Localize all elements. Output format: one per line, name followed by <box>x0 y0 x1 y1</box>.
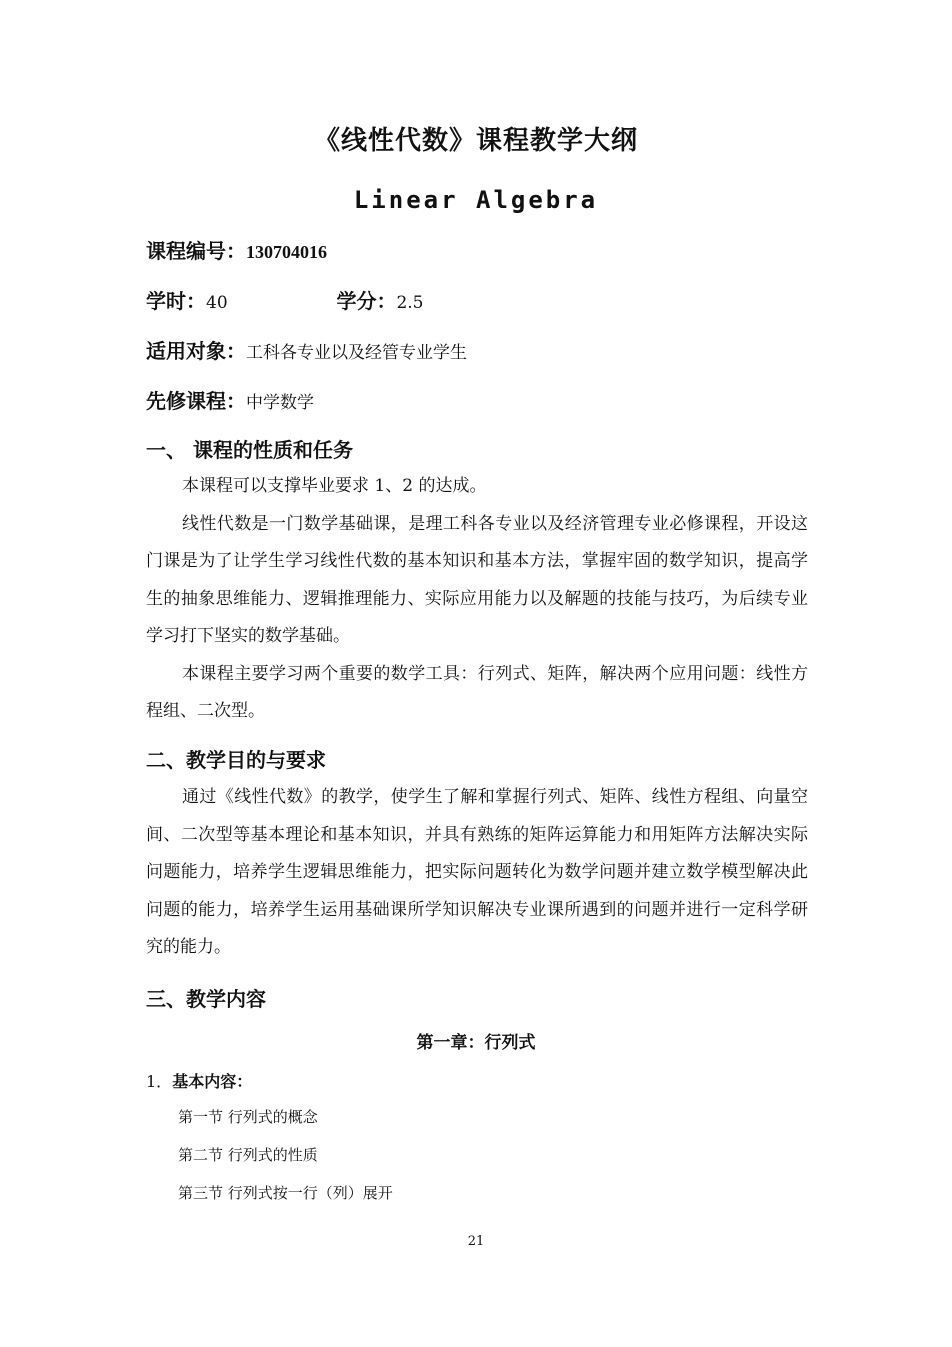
credits-label: 学分： <box>336 289 397 313</box>
audience-label: 适用对象： <box>146 339 246 363</box>
audience-value: 工科各专业以及经管专业学生 <box>246 343 467 363</box>
item-number: 1． <box>146 1072 173 1091</box>
list-item: 第一节 行列式的概念 <box>178 1108 318 1126</box>
list-item: 第三节 行列式按一行（列）展开 <box>178 1184 393 1202</box>
section2-heading: 二、教学目的与要求 <box>146 748 326 772</box>
section2-paragraph: 通过《线性代数》的教学，使学生了解和掌握行列式、矩阵、线性方程组、向量空间、二次型等基本理论和基本知识，并具有熟练的矩阵运算能力和用矩阵方法解决实际问题能力，培养学生逻辑思维能力，把实际问题转化为数学问题并建立数学模型解决此问题的能力，培养学生运用基础课所学知识解决专业课所遇到的问题并进行一定科学研究的能力。 <box>146 787 808 957</box>
section2-body <box>146 779 808 967</box>
audience-field <box>146 338 467 366</box>
hours-credits-field <box>146 288 424 316</box>
document-subtitle: Linear Algebra <box>353 186 599 214</box>
document-title: 《线性代数》课程教学大纲 <box>313 126 638 156</box>
section1-body <box>146 468 808 731</box>
list-item: 第二节 行列式的性质 <box>178 1146 318 1164</box>
section1-paragraph: 本课程可以支撑毕业要求 1、2 的达成。 <box>182 476 487 496</box>
course-code-value: 130704016 <box>246 242 327 262</box>
section3-heading: 三、教学内容 <box>146 987 266 1011</box>
chapter-title: 第一章：行列式 <box>416 1033 536 1053</box>
prereq-field <box>146 388 314 416</box>
section1-paragraph: 线性代数是一门数学基础课，是理工科各专业以及经济管理专业必修课程，开设这门课是为了让学生学习线性代数的基本知识和基本方法，掌握牢固的数学知识，提高学生的抽象思维能力、逻辑推理能力、实际应用能力以及解题的技能与技巧，为后续专业学习打下坚实的数学基础。 <box>146 513 808 646</box>
content-item <box>146 1069 252 1092</box>
credits-value: 2.5 <box>396 293 424 313</box>
course-code-field <box>146 238 327 266</box>
prereq-label: 先修课程： <box>146 389 246 413</box>
item-label: 基本内容： <box>172 1072 253 1091</box>
hours-value: 40 <box>206 293 228 313</box>
page-number: 21 <box>467 1234 485 1249</box>
section1-paragraph: 本课程主要学习两个重要的数学工具：行列式、矩阵，解决两个应用问题：线性方程组、二次型。 <box>146 663 808 721</box>
section1-heading: 一、 课程的性质和任务 <box>146 438 353 462</box>
prereq-value: 中学数学 <box>246 393 314 413</box>
course-code-label: 课程编号： <box>146 239 246 263</box>
hours-label: 学时： <box>146 289 206 313</box>
